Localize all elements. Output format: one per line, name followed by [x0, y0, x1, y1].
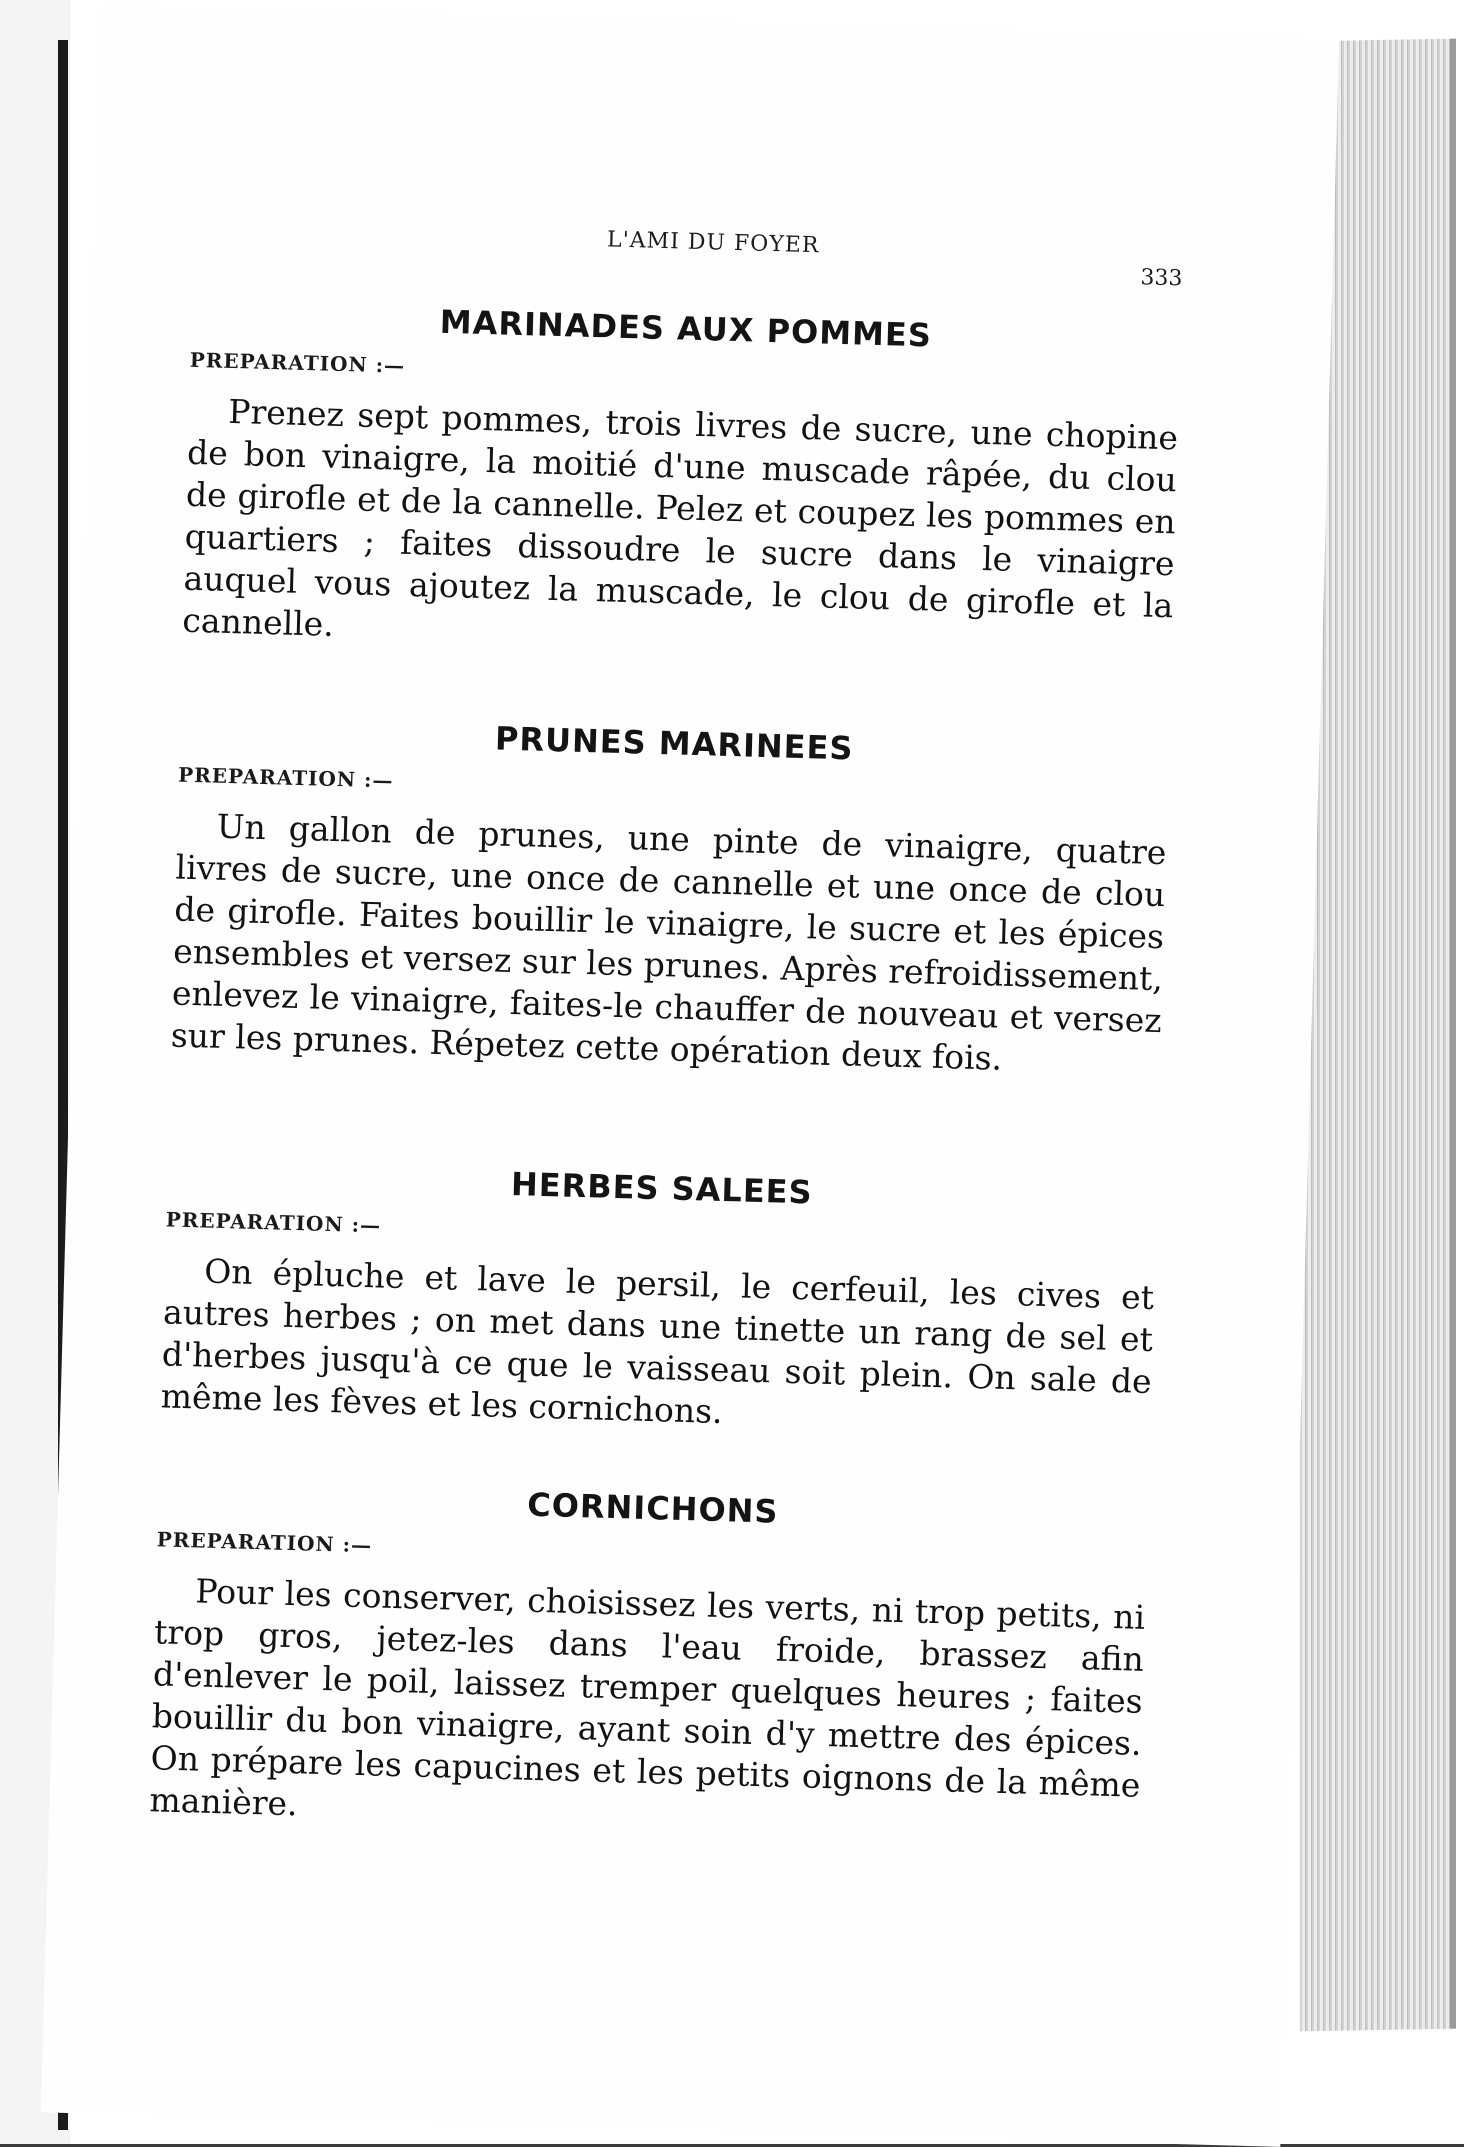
recipe-heading: HERBES SALEES	[510, 1165, 814, 1212]
recipe-section	[170, 711, 1169, 1085]
recipe-heading: MARINADES AUX POMMES	[439, 302, 933, 355]
recipe-heading: PRUNES MARINEES	[494, 719, 855, 768]
recipe-text: Prenez sept pommes, trois livres de sucre, une chopine de bon vinaigre, la moitié d'une muscade râpée, du clou de girofle et de la cannelle. Pelez et coupez les pommes en quartiers ; faites dissoudre le sucre dans le vinaigre auquel vous ajoutez la muscade, le clou de girofle et la cannelle.	[181, 391, 1179, 644]
preparation-label: PREPARATION :—	[177, 762, 394, 793]
recipe-heading: CORNICHONS	[526, 1485, 780, 1531]
preparation-label: PREPARATION :—	[156, 1527, 373, 1558]
book-page	[41, 3, 1339, 2147]
page-number: 333	[1140, 265, 1183, 292]
recipe-text: On épluche et lave le persil, le cerfeuil, les cives et autres herbes ; on met dans une tinette un rang de sel et d'herbes jusqu'à ce que le vaisseau soit plein. On sale de même les fèves et les cornichons.	[160, 1251, 1155, 1432]
preparation-label: PREPARATION :—	[189, 347, 406, 378]
preparation-label: PREPARATION :—	[165, 1207, 382, 1238]
running-head: L'AMI DU FOYER	[606, 227, 820, 259]
recipe-section	[149, 1475, 1148, 1849]
recipe-section	[160, 1155, 1157, 1445]
recipe-text: Pour les conserver, choisissez les verts, ni trop petits, ni trop gros, jetez-les dans l'eau froide, brassez afin d'enlever le poil, laissez tremper quelques heures ; faites bouillir du bon vinaigre, ayant soin d'y mettre des épices. On prépare les capucines et les petits oignons de la même manière.	[149, 1571, 1146, 1824]
recipe-text: Un gallon de prunes, une pinte de vinaigre, quatre livres de sucre, une once de cannelle et une once de clou de girofle. Faites bouillir le vinaigre, le sucre et les épices ensembles et versez sur les prunes. Après refroidissement, enlevez le vinaigre, faites-le chauffer de nouveau et versez sur les prunes. Répetez cette opération deux fois.	[170, 806, 1167, 1078]
recipe-section	[182, 296, 1181, 670]
